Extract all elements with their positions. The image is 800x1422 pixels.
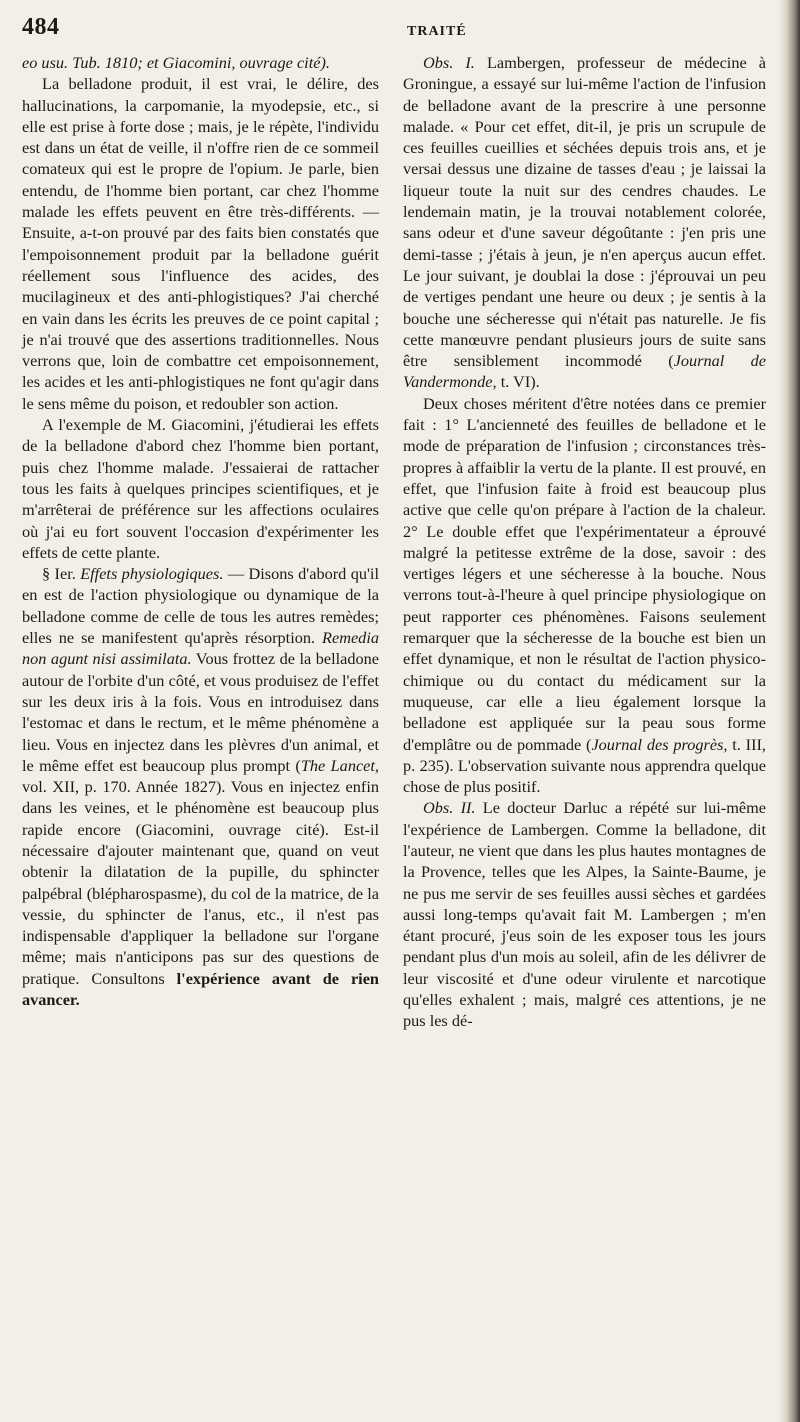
page-header [22,14,770,48]
page-edge-shadow [778,0,800,1422]
paragraph: La belladone produit, il est vrai, le délire, des hallucinations, la carpomanie, la myodepsie, etc., si elle est prise à forte dose ; mais, je le répète, l'individu est dans un état de veille, il n'offre rien de ce sommeil comateux qui est le propre de l'opium. Je parle, bien entendu, de l'homme bien portant, car chez l'homme malade les effets peuvent en être très-différents. — Ensuite, a-t-on prouvé par des faits bien constatés que l'empoisonnement produit par la belladone guérit réellement sous l'influence des acides, des mucilagineux et des anti-phlogistiques? J'ai cherché en vain dans les écrits les preuves de ce point capital ; je n'ai trouvé que des assertions traditionnelles. Nous verrons que, loin de combattre cet empoisonnement, les acides et les anti-phlogistiques ne font qu'agir dans le sens même du poison, et redoubler son action. [22,74,379,413]
paragraph-text: vol. XII, p. 170. Année 1827). Vous en injectez enfin dans les veines, et le phénomène est beaucoup plus rapide encore (Giacomini, ouvrage cité). Est-il nécessaire d'ajouter maintenant que, quand on veut obtenir la dilatation de la pupille, du sphincter palpébral (blépharospasme), du col de la matrice, de la vessie, du sphincter de l'anus, etc., il n'est pas indispensable d'appliquer la belladone sur l'organe même; mais n'anticipons pas sur des questions de pratique. Consultons l'expérience avant de rien avancer. [22,777,379,1010]
left-column [22,52,379,1010]
latin-quote: Remedia non agunt nisi assimilata. [22,628,379,669]
running-title: TRAITÉ [407,24,467,39]
section-title: Effets physiologiques. [80,564,224,584]
journal-title: Journal des progrès, [591,734,728,754]
paragraph-text: t. VI). [500,372,540,392]
paragraph: A l'exemple de M. Giacomini, j'étudierai les effets de la belladone d'abord chez l'homme bien portant, puis chez l'homme malade. J'essaierai de rattacher tous les faits à quelques principes scientifiques, et je m'arrêterai de préférence sur les affections oculaires où j'ai eu fort souvent l'occasion d'expérimenter les effets de cette plante. [22,415,379,562]
paragraph-text: eo usu. Tub. 1810; et Giacomini, ouvrage cité). [22,53,330,72]
observation-label: Obs. I. [423,53,475,72]
observation-label: Obs. II. [423,798,476,818]
closing-phrase: l'expérience avant de rien avancer. [22,968,379,1010]
paragraph-text: Deux choses méritent d'être notées dans ce premier fait : 1° L'ancienneté des feuilles de belladone et le mode de préparation de l'infusion ; circonstances très-propres à affaiblir la vertu de la plante. Il est prouvé, en effet, que l'infusion faite à froid est beaucoup plus active que celle qu'on prépare à l'action de la chaleur. 2° Le double effet que l'expérimentateur a éprouvé malgré la petitesse extrême de la dose, savoir : des vertiges légers et une sécheresse à la bouche. Nous verrons tout-à-l'heure à quel principe physiologique on peut rapporter ces phénomènes. Faisons seulement remarquer que la sécheresse de la bouche est bien un effet dynamique, et non le résultat de l'action physico-chimique ou du contact du médicament sur la muqueuse, car elle a lieu également lorsque la belladone est appliquée sur la peau sous forme d'emplâtre ou de pommade ( [403,393,766,754]
paragraph [403,393,766,798]
paragraph [22,52,379,73]
paragraph-text: Le docteur Darluc a répété sur lui-même l'expérience de Lambergen. Comme la belladone, dit l'auteur, ne vient que dans les plus hautes montagnes de la Provence, telles que les Alpes, la Sainte-Baume, je ne pus me servir de ses feuilles aussi sèches et gardées aussi long-temps qu'avait fait M. Lambergen ; m'en étant procuré, j'eus soin de les exposer tous les jours pendant plus d'un mois au soleil, afin de les délivrer de leur viscosité et d'une odeur virulente et narcotique qu'elles exhalent ; mais, malgré ces attentions, je ne pus les dé- [403,798,766,1031]
journal-title: Journal de Vandermonde, [403,351,766,392]
observation-paragraph [403,797,766,1031]
paragraph-text: t. III, p. 235). L'observation suivante nous apprendra quelque chose de plus positif. [403,734,766,797]
journal-title: The Lancet, [300,755,379,775]
right-column [403,52,766,1032]
paragraph-text: — Disons d'abord qu'il en est de l'action physiologique ou dynamique de la belladone comme de celle de tous les autres remèdes; elles ne se manifestent qu'après résorption. [22,564,379,648]
section-number: § Ier. [42,564,76,584]
paragraph-text: Lambergen, professeur de médecine à Groningue, a essayé sur lui-même l'action de l'infusion de belladone avant de la prescrire à une personne malade. « Pour cet effet, dit-il, je pris un scrupule de ces feuilles cueillies et séchées depuis trois ans, et je versai dessus une dizaine de tasses d'eau ; je laissai la liqueur toute la nuit sur des cendres chaudes. Le lendemain matin, je la trouvai notablement colorée, sans odeur et d'une saveur dégoûtante : j'en pris une demi-tasse ; j'étais à jeun, je n'en aperçus aucun effet. Le jour suivant, je doublai la dose : j'éprouvai un peu de vertiges pendant une heure ou deux ; je sentis à la bouche une sécheresse qui n'était pas naturelle. Je fis cette manœuvre pendant plusieurs jours de suite sans être sensiblement incommodé ( [403,53,766,371]
paragraph-text: Vous frottez de la belladone autour de l'orbite d'un côté, et vous produisez de l'effet sur les deux iris à la fois. Vous en introduisez dans l'estomac et dans le rectum, et le même phénomène a lieu. Vous en injectez dans les plèvres d'un animal, et le même effet est beaucoup plus prompt ( [22,649,379,775]
page-number: 484 [22,14,60,40]
observation-paragraph [403,52,766,393]
section-paragraph [22,563,379,1010]
